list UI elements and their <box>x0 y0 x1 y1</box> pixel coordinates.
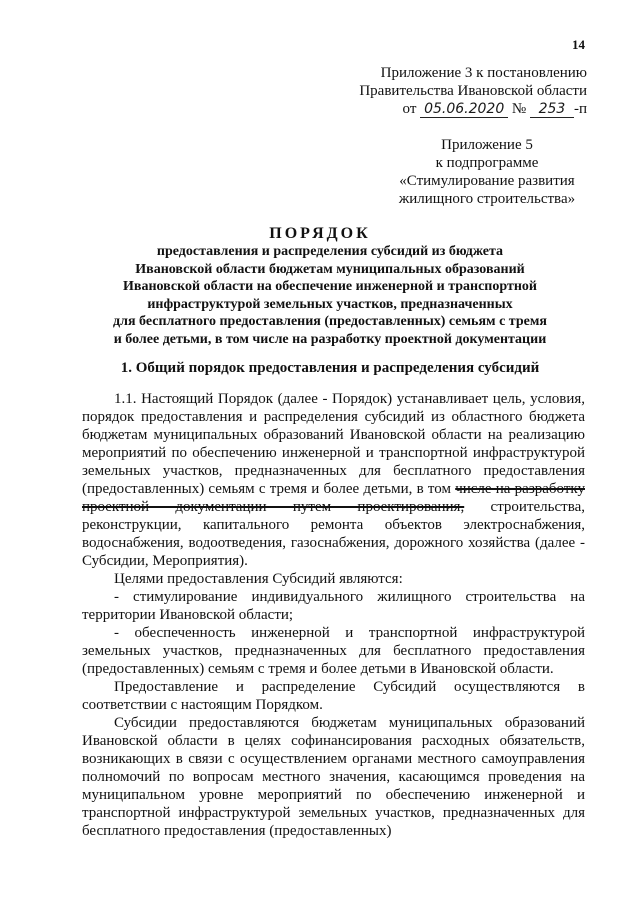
paragraph-provision: Предоставление и распределение Субсидий осуществляются в соответствии с настоящим Порядком. <box>82 679 585 713</box>
subtitle-line: Ивановской области бюджетам муниципальных образований <box>135 261 525 277</box>
paragraph-1-1-continuation: строительства, реконструкции, капитального ремонта объектов электроснабжения, водоснабжения, водоотведения, газоснабжения, дорожного хозяйства (далее - Субсидии, Мероприятия). <box>82 499 585 569</box>
annex-date-line <box>359 100 587 118</box>
subtitle-line: для бесплатного предоставления (предоставленных) семьям с тремя <box>113 314 547 329</box>
annex-line-1: Приложение 3 к постановлению <box>380 65 587 81</box>
page-number: 14 <box>572 37 585 52</box>
document-title: ПОРЯДОК <box>269 225 371 242</box>
paragraph-goal-2: - обеспеченность инженерной и транспортной инфраструктурой земельных участков, предназначенных для бесплатного предоставления (предоставленных) семьям с тремя и более детьми в Ивановской области. <box>82 625 585 677</box>
subtitle-line: Ивановской области на обеспечение инженерной и транспортной <box>123 279 537 294</box>
subtitle-line: предоставления и распределения субсидий из бюджета <box>156 244 504 259</box>
paragraph-goal-1: - стимулирование индивидуального жилищного строительства на территории Ивановской области; <box>82 589 585 623</box>
paragraph-1-1-text: 1.1. Настоящий Порядок (далее - Порядок) устанавливает цель, условия, порядок предоставления и распределения субсидий из областного бюджета бюджетам муниципальных образований Ивановской области на реализацию мероприятий по обеспечению инженерной и транспортной инфраструктурой земельных участков, предназначенных для бесплатного предоставления (предоставленных) семьям с тремя и более детьми, в том <box>82 391 585 497</box>
body-text <box>82 390 585 840</box>
section-heading: 1. Общий порядок предоставления и распределения субсидий <box>120 360 540 376</box>
handwritten-number: 253 <box>530 102 574 118</box>
paragraph-1-1 <box>82 390 585 570</box>
struck-text: числе на разработку проектной документации путем проектирования, <box>82 481 585 515</box>
annex-header <box>359 64 587 118</box>
annex-sub-line-2: к подпрограмме <box>435 155 539 171</box>
paragraph-subsidies: Субсидии предоставляются бюджетам муниципальных образований Ивановской области в целях софинансирования расходных обязательств, возникающих в связи с осуществлением органами местного самоуправления полномочий по вопросам местного значения, касающимся проведения на муниципальном уровне мероприятий по обеспечению инженерной и транспортной инфраструктурой земельных участков, предназначенных для бесплатного предоставления (предоставленных) <box>82 715 585 839</box>
annex-line-2: Правительства Ивановской области <box>359 83 587 99</box>
annex-sub-line-3: «Стимулирование развития <box>399 173 575 189</box>
annex-sub-line-4: жилищного строительства» <box>398 191 576 207</box>
handwritten-date: 05.06.2020 <box>420 102 508 118</box>
number-label: № <box>511 101 527 117</box>
from-label: от <box>402 101 417 117</box>
annex-sub-header <box>387 136 587 208</box>
subtitle-line: инфраструктурой земельных участков, предназначенных <box>147 296 513 312</box>
subtitle-line: и более детьми, в том числе на разработку проектной документации <box>113 331 547 347</box>
paragraph-goals-intro: Целями предоставления Субсидий являются: <box>114 571 403 587</box>
annex-sub-line-1: Приложение 5 <box>441 137 533 153</box>
document-subtitle <box>74 243 586 348</box>
number-suffix: -п <box>573 101 587 117</box>
